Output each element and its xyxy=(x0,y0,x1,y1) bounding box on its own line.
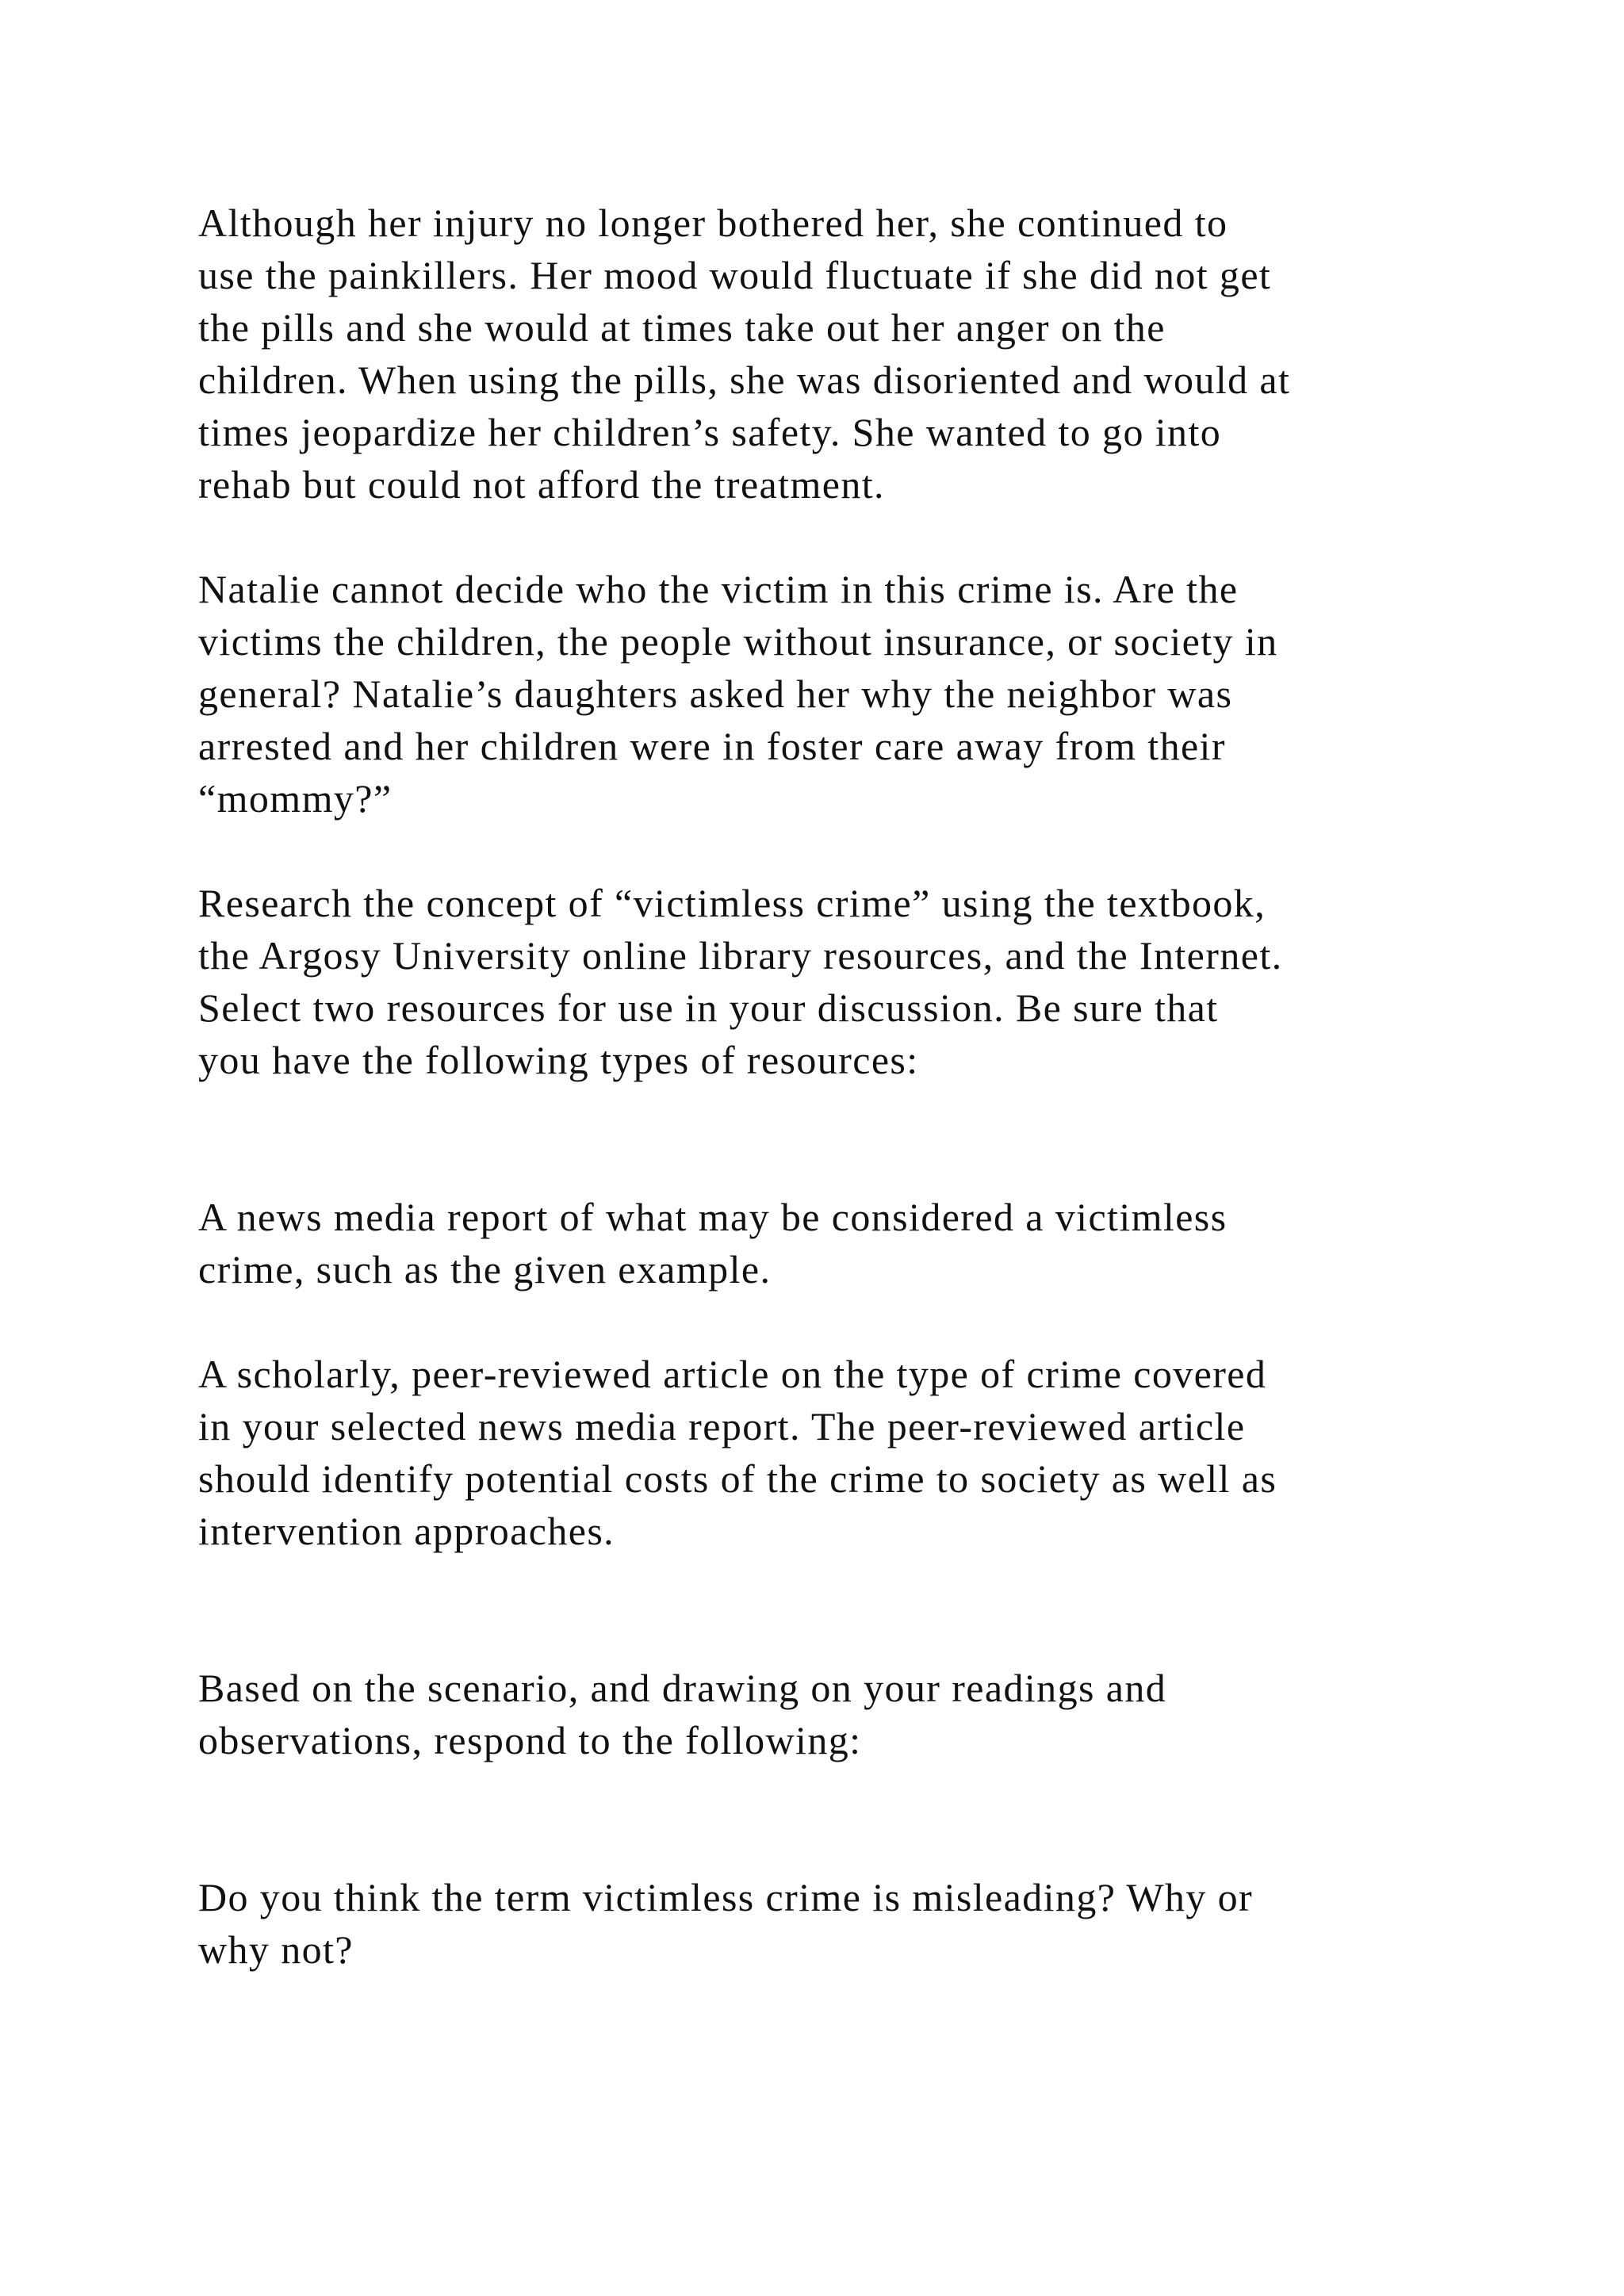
text-line: “mommy?” xyxy=(198,776,393,821)
text-line: in your selected news media report. The peer-reviewed article xyxy=(198,1404,1246,1448)
text-line: arrested and her children were in foster care away from their xyxy=(198,724,1226,768)
text-line: Do you think the term victimless crime is misleading? Why or xyxy=(198,1875,1254,1919)
text-line: use the painkillers. Her mood would fluctuate if she did not get xyxy=(198,253,1272,297)
text-line: rehab but could not afford the treatment. xyxy=(198,462,885,507)
text-line: the Argosy University online library resources, and the Internet. xyxy=(198,933,1283,978)
text-line: intervention approaches. xyxy=(198,1509,615,1553)
text-line: general? Natalie’s daughters asked her why the neighbor was xyxy=(198,672,1233,716)
text-line: Although her injury no longer bothered her, she continued to xyxy=(198,201,1228,245)
text-line: A scholarly, peer-reviewed article on the type of crime covered xyxy=(198,1352,1267,1396)
text-line: why not? xyxy=(198,1927,354,1972)
text-line: victims the children, the people without insurance, or society in xyxy=(198,619,1278,664)
text-line: Research the concept of “victimless crime” using the textbook, xyxy=(198,881,1266,925)
text-line: should identify potential costs of the crime to society as well as xyxy=(198,1456,1277,1501)
text-line: Based on the scenario, and drawing on your readings and xyxy=(198,1666,1167,1710)
text-line: crime, such as the given example. xyxy=(198,1247,772,1292)
text-line: you have the following types of resources: xyxy=(198,1038,919,1082)
text-line: Select two resources for use in your discussion. Be sure that xyxy=(198,985,1219,1030)
text-line: the pills and she would at times take out her anger on the xyxy=(198,305,1166,350)
text-line: children. When using the pills, she was disoriented and would at xyxy=(198,358,1291,402)
text-line: Natalie cannot decide who the victim in this crime is. Are the xyxy=(198,567,1239,611)
text-line: observations, respond to the following: xyxy=(198,1718,862,1762)
text-line: times jeopardize her children’s safety. She wanted to go into xyxy=(198,410,1222,454)
text-line: A news media report of what may be considered a victimless xyxy=(198,1195,1228,1239)
